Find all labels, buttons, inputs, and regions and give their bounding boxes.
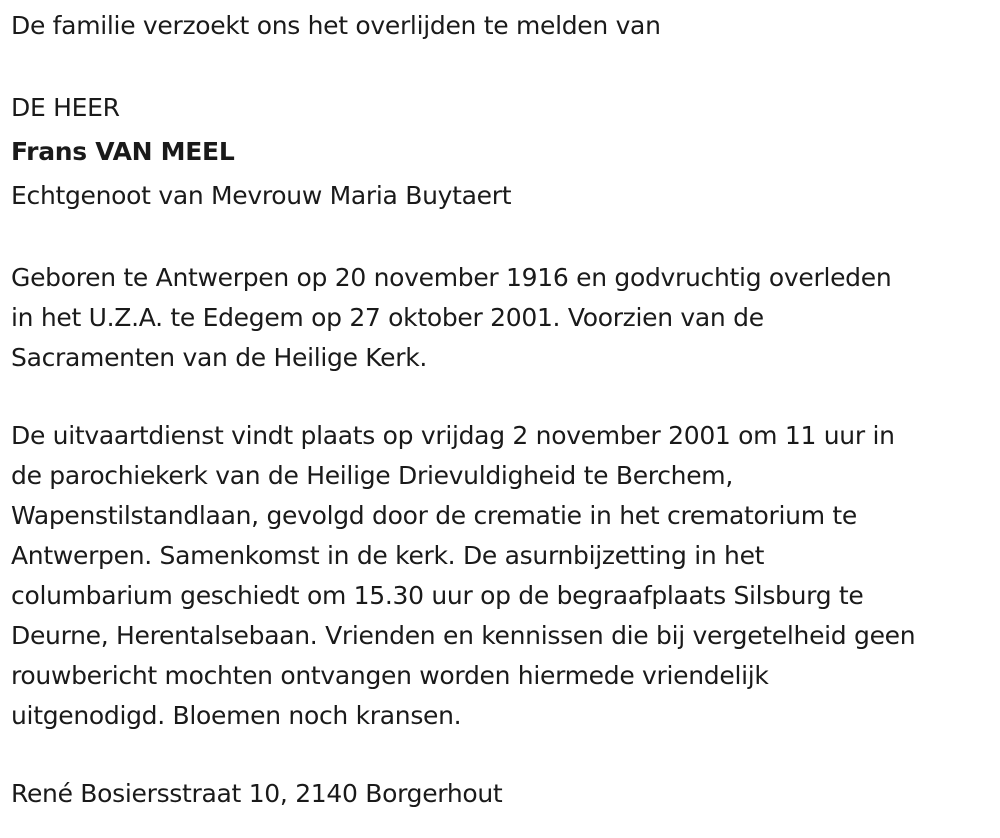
funeral-paragraph	[11, 416, 996, 736]
paragraph-line: De uitvaartdienst vindt plaats op vrijdag 2 november 2001 om 11 uur in	[11, 421, 895, 450]
paragraph-line: in het U.Z.A. te Edegem op 27 oktober 2001. Voorzien van de	[11, 303, 764, 332]
address-line: René Bosiersstraat 10, 2140 Borgerhout	[11, 779, 503, 808]
paragraph-line: Deurne, Herentalsebaan. Vrienden en kennissen die bij vergetelheid geen	[11, 621, 916, 650]
paragraph-line: uitgenodigd. Bloemen noch kransen.	[11, 701, 462, 730]
spacer	[11, 736, 996, 774]
obituary-notice	[11, 0, 996, 814]
paragraph-line: de parochiekerk van de Heilige Drievuldigheid te Berchem,	[11, 461, 733, 490]
paragraph-line: Wapenstilstandlaan, gevolgd door de crematie in het crematorium te	[11, 501, 857, 530]
honorific: DE HEER	[11, 93, 120, 122]
deceased-name: Frans VAN MEEL	[11, 137, 235, 166]
paragraph-line: columbarium geschiedt om 15.30 uur op de begraafplaats Silsburg te	[11, 581, 864, 610]
spacer	[11, 378, 996, 416]
paragraph-line: Geboren te Antwerpen op 20 november 1916 en godvruchtig overleden	[11, 263, 892, 292]
paragraph-line: Antwerpen. Samenkomst in de kerk. De asurnbijzetting in het	[11, 541, 765, 570]
spacer	[11, 220, 996, 258]
spacer	[11, 46, 996, 84]
paragraph-line: rouwbericht mochten ontvangen worden hiermede vriendelijk	[11, 661, 769, 690]
spouse-line: Echtgenoot van Mevrouw Maria Buytaert	[11, 181, 512, 210]
intro-line: De familie verzoekt ons het overlijden te melden van	[11, 11, 661, 40]
paragraph-line: Sacramenten van de Heilige Kerk.	[11, 343, 428, 372]
birth-death-paragraph	[11, 258, 996, 378]
